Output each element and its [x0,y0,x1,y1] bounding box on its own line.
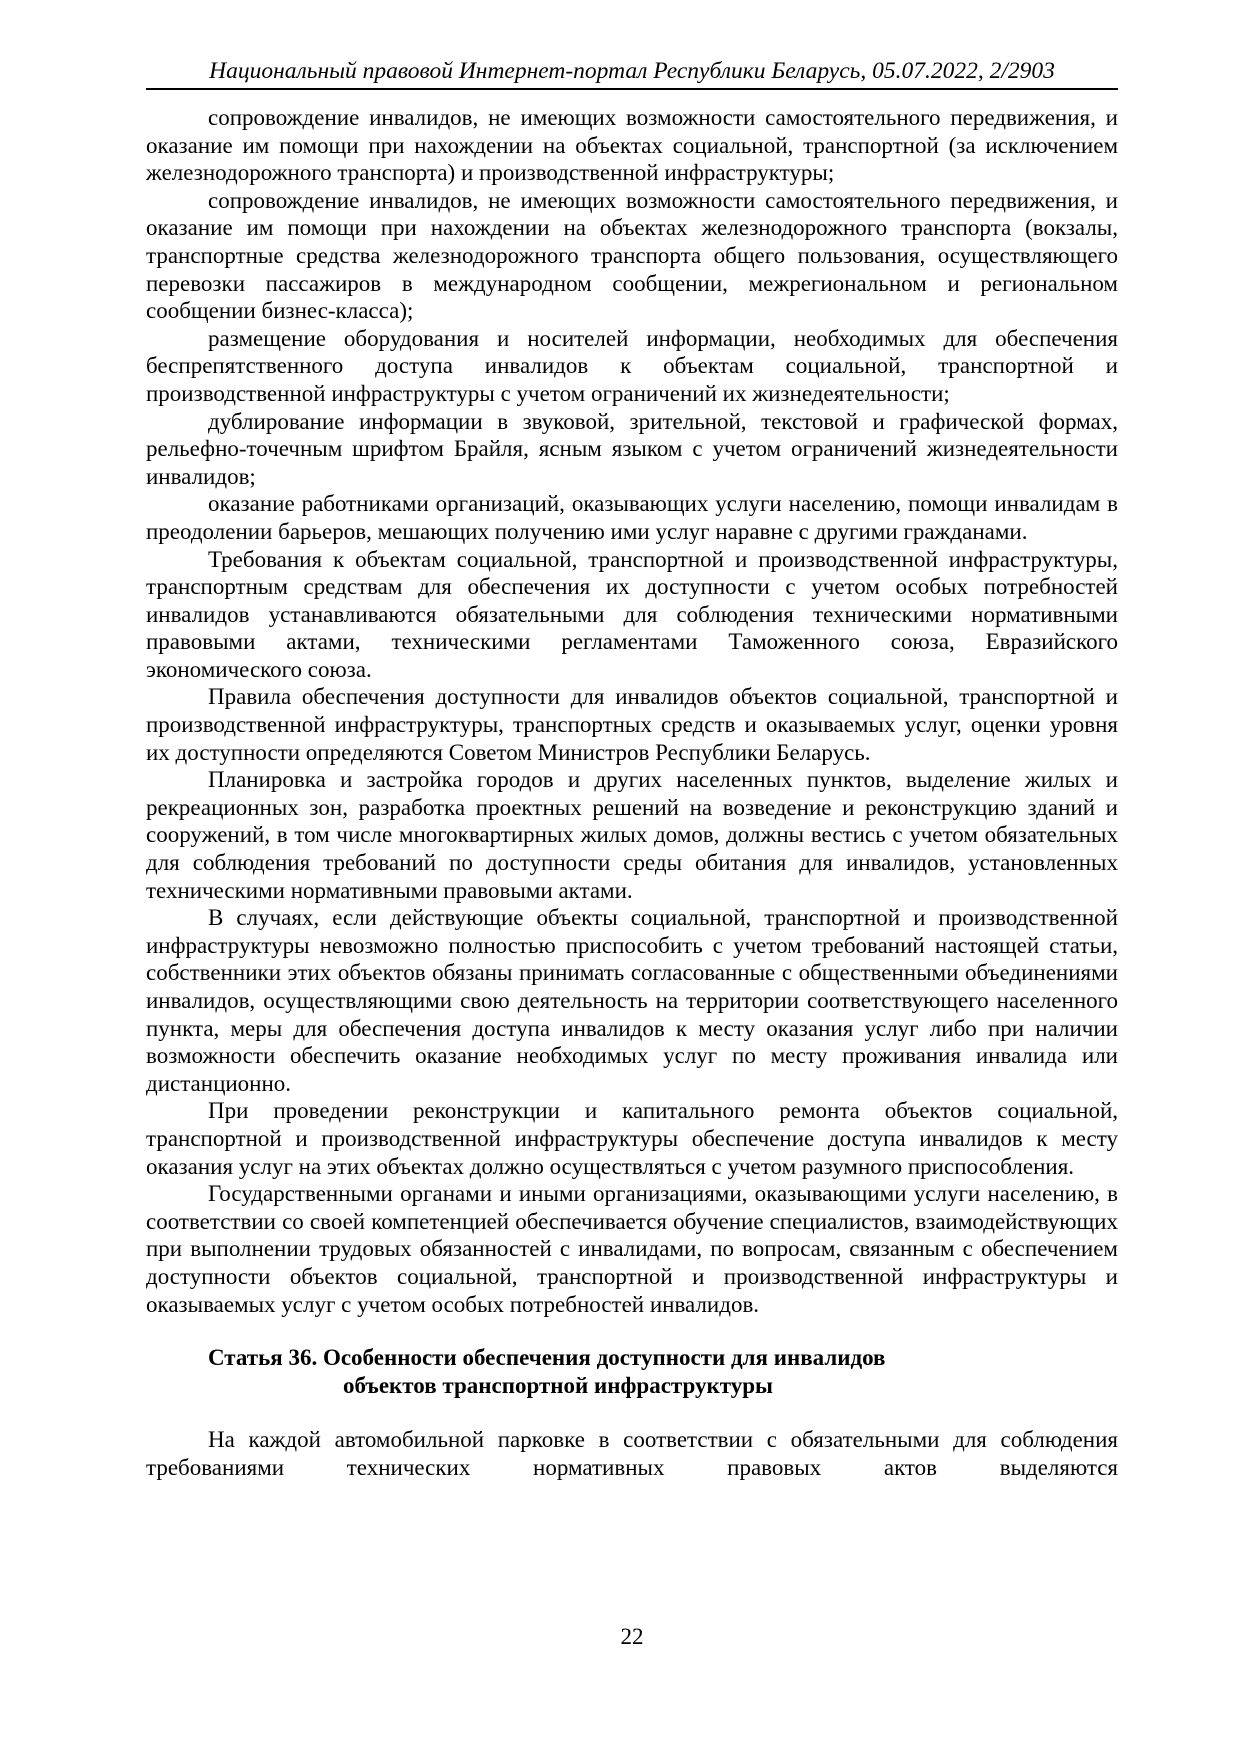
page-number: 22 [620,1624,644,1649]
header-divider [146,88,1118,90]
body-paragraph: дублирование информации в звуковой, зрительной, текстовой и графической формах, рельефно-точечным шрифтом Брайля, ясным языком с учетом ограничений жизнедеятельности инвалидов; [146,408,1118,489]
page-header: Национальный правовой Интернет-портал Республики Беларусь, 05.07.2022, 2/2903 [209,58,1055,84]
article-body [146,1426,1118,1481]
body-paragraph: оказание работниками организаций, оказывающих услуги населению, помощи инвалидам в преодолении барьеров, мешающих получению ими услуг наравне с другими гражданами. [146,491,1118,544]
body-paragraph: сопровождение инвалидов, не имеющих возможности самостоятельного передвижения, и оказание им помощи при нахождении на объектах железнодорожного транспорта (вокзалы, транспортные средства железнодорожного транспорта общего пользования, осуществляющего перевозки пассажиров в международном сообщении, межрегиональном и региональном сообщении бизнес-класса); [146,187,1118,324]
body-paragraph: размещение оборудования и носителей информации, необходимых для обеспечения беспрепятственного доступа инвалидов к объектам социальной, транспортной и производственной инфраструктуры с учетом ограничений их жизнедеятельности; [146,325,1118,406]
article-heading-line-2: объектов транспортной инфраструктуры [343,1372,773,1398]
document-body [146,104,1118,1482]
article-paragraph: На каждой автомобильной парковке в соответствии с обязательными для соблюдения требованиями технических нормативных правовых актов выделяются [146,1427,1118,1480]
article-heading-line-1: Статья 36. Особенности обеспечения доступности для инвалидов [208,1345,886,1371]
article-heading [146,1344,908,1399]
body-paragraph: Требования к объектам социальной, транспортной и производственной инфраструктуры, транспортным средствам для обеспечения их доступности с учетом особых потребностей инвалидов устанавливаются обязательными для соблюдения техническими нормативными правовыми актами, техническими регламентами Таможенного союза, Евразийского экономического союза. [146,546,1118,682]
body-paragraph: Планировка и застройка городов и других населенных пунктов, выделение жилых и рекреационных зон, разработка проектных решений на возведение и реконструкцию зданий и сооружений, в том числе многоквартирных жилых домов, должны вестись с учетом обязательных для соблюдения требований по доступности среды обитания для инвалидов, установленных техническими нормативными правовыми актами. [146,767,1118,903]
body-paragraph: В случаях, если действующие объекты социальной, транспортной и производственной инфраструктуры невозможно полностью приспособить с учетом требований настоящей статьи, собственники этих объектов обязаны принимать согласованные с общественными объединениями инвалидов, осуществляющими свою деятельность на территории соответствующего населенного пункта, меры для обеспечения доступа инвалидов к месту оказания услуг либо при наличии возможности обеспечить оказание необходимых услуг по месту проживания инвалида или дистанционно. [146,905,1118,1096]
body-paragraph: Правила обеспечения доступности для инвалидов объектов социальной, транспортной и производственной инфраструктуры, транспортных средств и оказываемых услуг, оценки уровня их доступности определяются Советом Министров Республики Беларусь. [146,684,1118,765]
body-paragraph: Государственными органами и иными организациями, оказывающими услуги населению, в соответствии со своей компетенцией обеспечивается обучение специалистов, взаимодействующих при выполнении трудовых обязанностей с инвалидами, по вопросам, связанным с обеспечением доступности объектов социальной, транспортной и производственной инфраструктуры и оказываемых услуг с учетом особых потребностей инвалидов. [146,1181,1118,1317]
body-paragraph: При проведении реконструкции и капитального ремонта объектов социальной, транспортной и производственной инфраструктуры обеспечение доступа инвалидов к месту оказания услуг на этих объектах должно осуществляться с учетом разумного приспособления. [146,1098,1118,1179]
body-paragraph: сопровождение инвалидов, не имеющих возможности самостоятельного передвижения, и оказание им помощи при нахождении на объектах социальной, транспортной (за исключением железнодорожного транспорта) и производственной инфраструктуры; [146,105,1118,186]
